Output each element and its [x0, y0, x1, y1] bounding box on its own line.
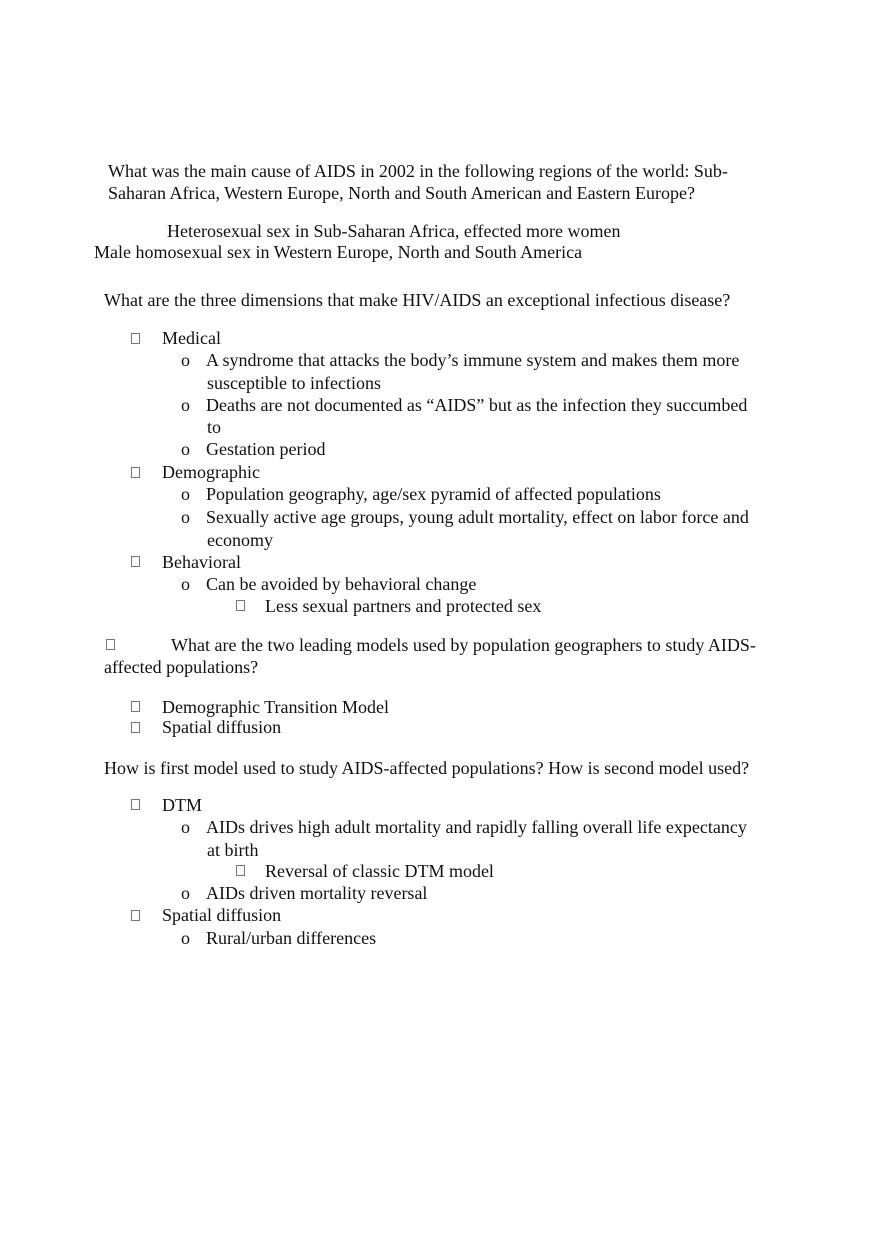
dtm-item1-line2: at birth	[207, 840, 259, 860]
checkbox-bullet-icon	[131, 799, 140, 810]
medical-item1-line1: A syndrome that attacks the body’s immune system and makes them more	[206, 350, 740, 370]
checkbox-bullet-icon	[131, 910, 140, 921]
medical-item3: Gestation period	[206, 439, 326, 459]
checkbox-bullet-icon	[131, 467, 140, 478]
circle-bullet-icon: o	[181, 928, 190, 948]
circle-bullet-icon: o	[181, 883, 190, 903]
circle-bullet-icon: o	[181, 439, 190, 459]
circle-bullet-icon: o	[181, 395, 190, 415]
checkbox-bullet-icon	[131, 333, 140, 344]
demographic-item1: Population geography, age/sex pyramid of affected populations	[206, 484, 661, 504]
behavioral-subitem1: Less sexual partners and protected sex	[265, 596, 542, 616]
q1-line2: Saharan Africa, Western Europe, North and South American and Eastern Europe?	[108, 183, 696, 203]
medical-item2-line1: Deaths are not documented as “AIDS” but as the infection they succumbed	[206, 395, 748, 415]
q1-answer1: Heterosexual sex in Sub-Saharan Africa, effected more women	[167, 221, 621, 241]
checkbox-bullet-icon	[131, 722, 140, 733]
checkbox-bullet-icon	[236, 600, 245, 611]
demographic-label: Demographic	[162, 462, 260, 482]
q3-item1: Demographic Transition Model	[162, 697, 389, 717]
q1-line1: What was the main cause of AIDS in 2002 in the following regions of the world: Sub-	[108, 161, 728, 181]
spatial-item1: Rural/urban differences	[206, 928, 377, 948]
q3-line1: What are the two leading models used by population geographers to study AIDS-	[171, 635, 756, 655]
checkbox-bullet-icon	[236, 865, 245, 876]
q1-answer2: Male homosexual sex in Western Europe, North and South America	[94, 242, 583, 262]
checkbox-bullet-icon	[106, 639, 115, 650]
q3-line2: affected populations?	[104, 657, 259, 677]
q3-item2: Spatial diffusion	[162, 717, 282, 737]
spatial-label: Spatial diffusion	[162, 905, 282, 925]
q2-question: What are the three dimensions that make HIV/AIDS an exceptional infectious disease?	[104, 290, 731, 310]
demographic-item2-line1: Sexually active age groups, young adult mortality, effect on labor force and	[206, 507, 749, 527]
dtm-item1-line1: AIDs drives high adult mortality and rapidly falling overall life expectancy	[206, 817, 747, 837]
circle-bullet-icon: o	[181, 350, 190, 370]
dtm-label: DTM	[162, 795, 202, 815]
medical-item1-line2: susceptible to infections	[207, 373, 381, 393]
circle-bullet-icon: o	[181, 484, 190, 504]
behavioral-item1: Can be avoided by behavioral change	[206, 574, 477, 594]
checkbox-bullet-icon	[131, 701, 140, 712]
dtm-subitem1: Reversal of classic DTM model	[265, 861, 494, 881]
demographic-item2-line2: economy	[207, 530, 273, 550]
dtm-item2: AIDs driven mortality reversal	[206, 883, 428, 903]
q4-question: How is first model used to study AIDS-affected populations? How is second model used?	[104, 758, 750, 778]
circle-bullet-icon: o	[181, 817, 190, 837]
behavioral-label: Behavioral	[162, 552, 241, 572]
circle-bullet-icon: o	[181, 507, 190, 527]
medical-item2-line2: to	[207, 417, 222, 437]
medical-label: Medical	[162, 328, 221, 348]
circle-bullet-icon: o	[181, 574, 190, 594]
checkbox-bullet-icon	[131, 556, 140, 567]
